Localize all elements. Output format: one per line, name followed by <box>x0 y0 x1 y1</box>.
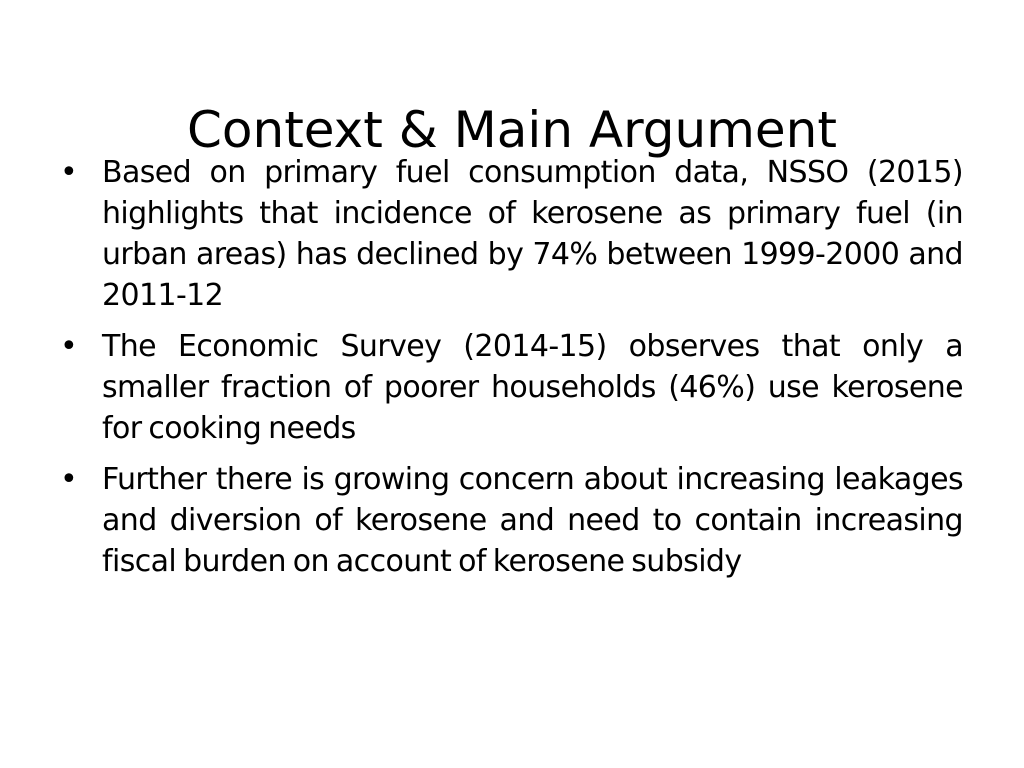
bullet-icon: • <box>60 329 78 364</box>
bullet-text: Based on primary fuel consumption data, NSSO (2015) highlights that incidence of kerosene as primary fuel (in urban areas) has declined by 74% between 1999-2000 and 2011-12 <box>102 155 963 313</box>
bullet-item <box>60 459 963 582</box>
bullet-icon: • <box>60 462 78 497</box>
bullet-icon: • <box>60 155 78 190</box>
bullet-item <box>60 326 963 449</box>
bullet-list <box>60 152 963 592</box>
slide-title: Context & Main Argument <box>187 100 837 159</box>
bullet-text: Further there is growing concern about increasing leakages and diversion of kerosene and need to contain increasing fiscal burden on account of kerosene subsidy <box>102 462 963 579</box>
bullet-item <box>60 152 963 316</box>
bullet-text: The Economic Survey (2014-15) observes that only a smaller fraction of poorer households (46%) use kerosene for cooking needs <box>102 329 963 446</box>
